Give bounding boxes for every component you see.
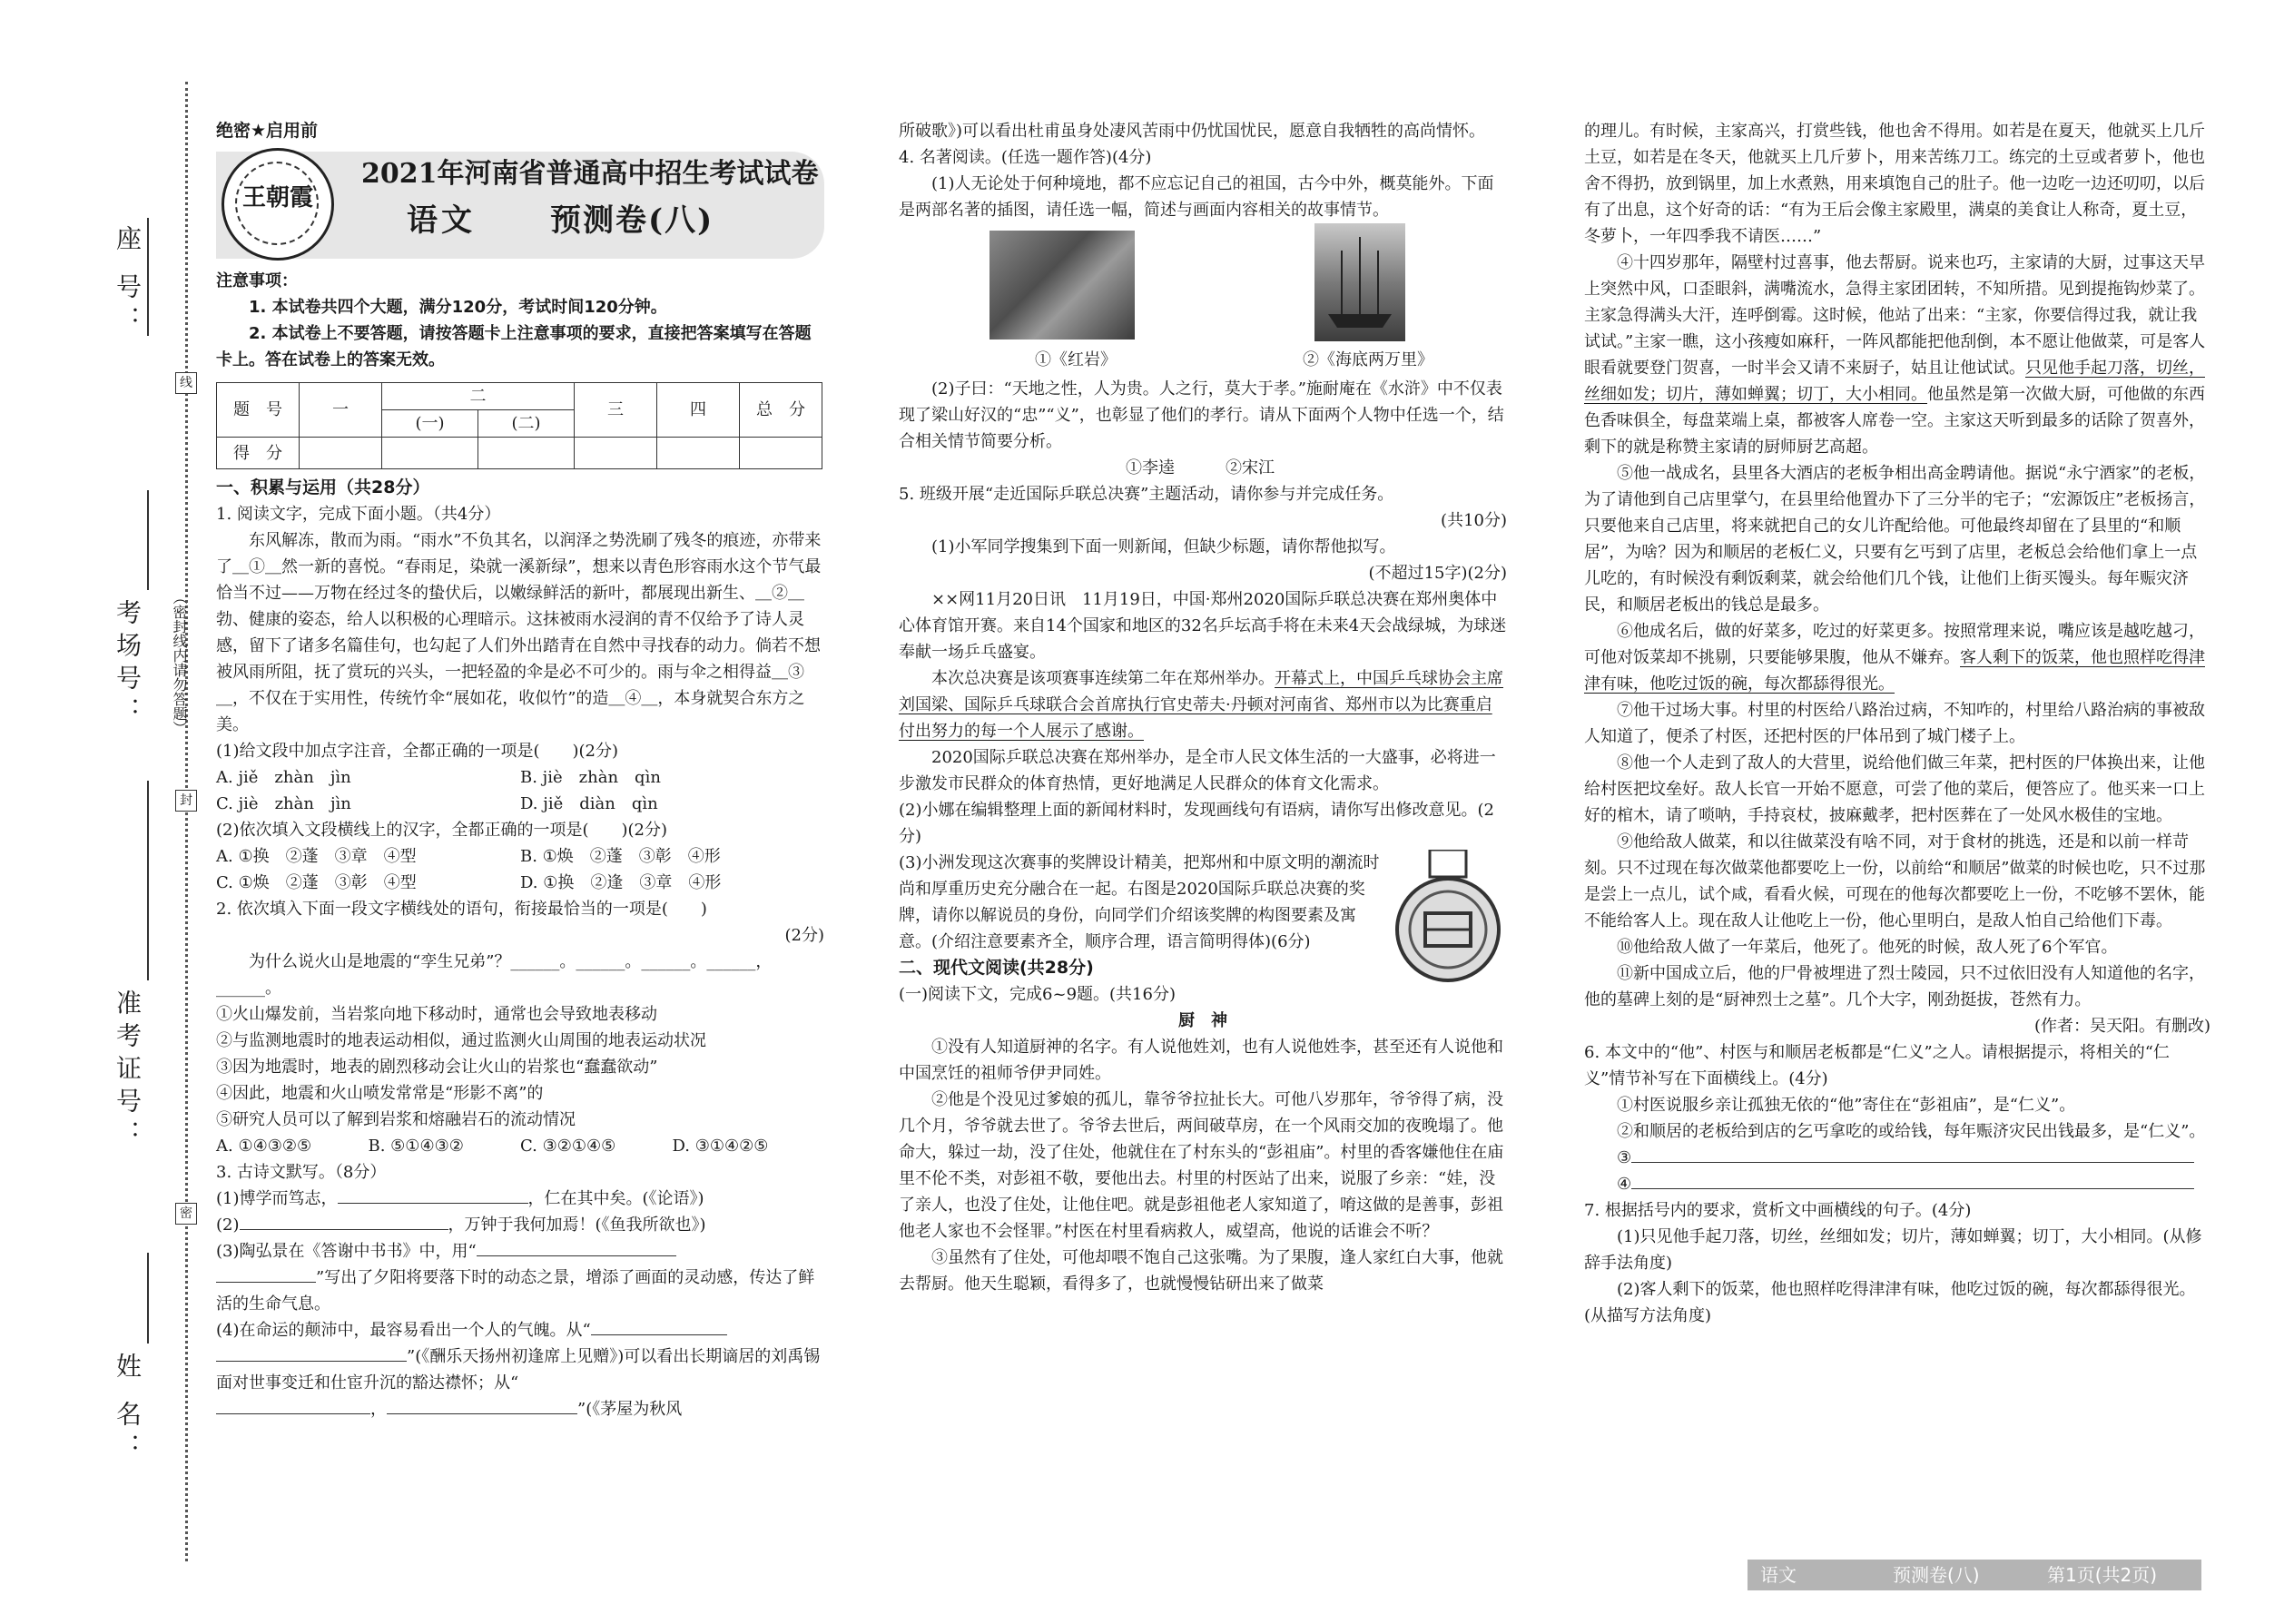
q2-item: ④因此，地震和火山喷发常常是“形影不离”的 [216,1084,544,1103]
page-footer [1748,1560,2201,1590]
q6-3 [1584,1145,2210,1171]
q2-score: (2分) [784,926,824,945]
exam-title: 2021年河南省普通高中招生考试试卷 [361,158,819,190]
answer-blank[interactable] [338,1203,528,1204]
q6-4 [1584,1171,2210,1197]
q1-title: 1. 阅读文字，完成下面小题。（共4分） [216,505,501,524]
score-sub-2: (二) [478,410,575,438]
exam-room-label: 考场号： [113,599,143,730]
q3-3-text: (3)陶弘景在《答谢中书书》中，用“ [216,1242,477,1261]
seat-line [147,218,149,336]
score-sub-1: (一) [382,410,478,438]
q1-passage: 东风解冻，散而为雨。“雨水”不负其名，以润泽之势洗刷了残冬的痕迹，亦带来了＿①＿然一新的喜悦。“春雨足，染就一溪新绿”，想来以青色形容雨水这个节气最恰当不过——万物在经过冬的蛰伏后，以嫩绿鲜活的新叶，都展现出新生、＿②＿勃、健康的姿态，给人以积极的心理暗示。这抹被雨水浸润的青不仅给予了诗人灵感，留下了诸多名篇佳句，也勾起了人们外出踏青在自然中寻找春的动力。倘若不想被风雨所阻，抚了赏玩的兴头，一把轻盈的伞是必不可少的。雨与伞之相得益＿③＿，不仅在于实用性，传统竹伞“展如花，收似竹”的造＿④＿，本身就契合东方之美。 [216,531,822,734]
news-underlined-sentence: 开幕式上，中国乒乓球协会主席刘国梁、国际乒乓球联合会首席执行官史蒂夫·丹顿对河南省、郑州市以为比赛重启付出努力的每一个人展示了感谢。 [899,669,1503,741]
q3-4-text: (4)在命运的颠沛中，最容易看出一个人的气魄。从“ [216,1321,591,1340]
score-header-3: 三 [575,383,657,438]
answer-blank[interactable] [591,1334,727,1335]
score-cell [657,438,740,469]
brand-logo [222,148,334,261]
news-paragraph-2 [899,665,1507,744]
exam-room-line [147,490,149,590]
score-cell [478,438,575,469]
story-paragraph-4 [1584,250,2210,460]
q1-2: (2)依次填入文段横线上的汉字，全都正确的一项是( )(2分) [216,821,668,840]
q2-item: ①火山爆发前，当岩浆向地下移动时，通常也会导致地表移动 [216,1005,657,1024]
ship-icon [1314,223,1405,341]
q3-2-text: ，万钟于我何加焉！(《鱼我所欲也》) [448,1216,706,1235]
q4-2-options [899,455,1507,481]
q3-1-text-b: ，仁在其中矣。(《论语》) [527,1189,704,1208]
option: D. jiě diàn qìn [520,794,658,813]
q6-3-label: ③ [1617,1148,1632,1167]
q4-title: 4. 名著阅读。(任选一题作答)(4分) [899,148,1152,167]
ticket-label: 准考证号： [113,989,143,1153]
secret-mark: 绝密★启用前 [216,121,319,141]
q6-title: 6. 本文中的“他”、村医与和顺居老板都是“仁义”之人。请根据提示，将相关的“仁义”情节补写在下面横线上。(4分) [1584,1043,2170,1088]
q2-lead: 为什么说火山是地震的“孪生兄弟”？______。______。______。______，______。 [216,952,773,998]
option: C. ③②①④⑤ [520,1137,616,1156]
option: D. ①换 ②逢 ③章 ④形 [520,873,722,892]
q2-item: ⑤研究人员可以了解到岩浆和熔融岩石的流动情况 [216,1110,576,1129]
medal-icon [1385,850,1511,986]
q2-title: 2. 依次填入下面一段文字横线处的语句，衔接最恰当的一项是( ) [216,900,707,919]
score-header-1: 一 [300,383,382,438]
score-header-4: 四 [657,383,740,438]
notice-item-1: 1. 本试卷共四个大题，满分120分，考试时间120分钟。 [249,298,667,317]
score-header-label: 题 号 [217,383,300,438]
q4-1: (1)人无论处于何种境地，都不应忘记自己的祖国，古今中外，概莫能外。下面是两部名著的插图，请任选一幅，简述与画面内容相关的故事情节。 [899,174,1494,220]
answer-blank[interactable] [477,1255,676,1256]
story-paragraph-3: ③虽然有了住处，可他却喂不饱自己这张嘴。为了果腹，逢人家红白大事，他就去帮厨。他天生聪颖，看得多了，也就慢慢钻研出来了做菜 [899,1248,1503,1294]
q6-4-label: ④ [1617,1175,1632,1194]
answer-blank[interactable] [240,1229,448,1230]
q7-2: (2)客人剩下的饭菜，他也照样吃得津津有味，他吃过饭的碗，每次都舔得很光。(从描写方法角度) [1584,1280,2196,1325]
q1-2-options-2 [216,870,824,896]
seal-mark-mi: 密 [175,1203,197,1225]
logo-text: 王朝霞 [241,184,313,212]
q1-1-options [216,764,824,791]
reading-1-title: (一)阅读下文，完成6~9题。(共16分) [899,985,1176,1004]
footer-subject: 语文 [1760,1564,1797,1586]
seal-mark-feng: 封 [175,790,197,812]
score-cell [740,438,822,469]
seal-note: （密封线内请勿答题） [171,590,188,735]
q6-1: ①村医说服乡亲让孤独无依的“他”寄住在“彭祖庙”，是“仁义”。 [1617,1096,2076,1115]
q3-3-text-b: ”写出了夕阳将要落下时的动态之景，增添了画面的灵动感，传达了鲜活的生命气息。 [216,1268,815,1314]
q7-1: (1)只见他手起刀落，切丝，丝细如发；切片，薄如蝉翼；切丁，大小相同。(从修辞手法角度) [1584,1227,2202,1273]
q6-2: ②和顺居的老板给到店的乞丐拿吃的或给钱，每年赈济灾民出钱最多，是“仁义”。 [1617,1122,2206,1141]
q3-1-text: (1)博学而笃志， [216,1189,338,1208]
story-paragraph-8: ⑧他一个人走到了敌人的大营里，说给他们做三年菜，把村医的尸体换出来，让他给村医把坟垒好。敌人长官一开始不愿意，可尝了他的菜后，便答应了。他买来一口上好的棺木，请了唢呐，手持哀杖，披麻戴孝，把村医葬在了一处风水极佳的宝地。 [1584,753,2205,825]
q3-title: 3. 古诗文默写。（8分） [216,1163,387,1182]
q3-4b [216,1343,824,1396]
footer-page: 第1页(共2页) [2047,1564,2158,1586]
q3-2: (2) ，万钟于我何加焉！(《鱼我所欲也》) [216,1216,706,1235]
q5-1-requirement: (不超过15字)(2分) [1368,564,1507,583]
option: A. ①④③②⑤ [216,1137,312,1156]
seal-dotted-line [185,82,188,1561]
q1-1-options-2 [216,791,824,817]
section-1-title: 一、积累与运用（共28分） [216,477,430,497]
s6-underlined: 客人剩下的饭菜，他也照样吃得津津有味，他吃过饭的碗，每次都舔得很光。 [1584,648,2205,694]
option: D. ③①④②⑤ [672,1137,769,1156]
q3-4 [216,1317,824,1343]
news-paragraph-1: ××网11月20日讯 11月19日，中国·郑州2020国际乒联总决赛在郑州奥体中心体育馆开赛。来自14个国家和地区的32名乒坛高手将在未来4天会战绿城，为球迷奉献一场乒乓盛宴。 [899,590,1507,662]
ticket-line [147,781,149,980]
footer-volume: 预测卷(八) [1893,1564,1980,1586]
q5-score: (共10分) [1441,511,1507,530]
story-paragraph-11: ⑪新中国成立后，他的尸骨被埋进了烈士陵园，只不过依旧没有人知道他的名字，他的墓碑上刻的是“厨神烈士之墓”。几个大字，刚劲挺拔，苍然有力。 [1584,964,2205,1009]
notice-title: 注意事项： [216,271,298,290]
title-banner [216,152,824,259]
q3-3b [216,1265,824,1317]
illustration-caption-1: ①《红岩》 [1035,350,1117,369]
answer-blank[interactable] [216,1361,407,1362]
option: ①李逵 [1126,458,1175,477]
q2-options [216,1133,824,1159]
q3-1 [216,1186,824,1212]
story-title: 厨 神 [1178,1011,1227,1030]
q5-1: (1)小军同学搜集到下面一则新闻，但缺少标题，请你帮他拟写。 [931,537,1396,556]
q1-2-options [216,843,824,870]
volume-title: 预测卷(八) [550,202,714,239]
score-header-2: 二 [382,383,575,410]
q3-4c: ， ”(《茅屋为秋风 [216,1396,824,1422]
q5-2: (2)小娜在编辑整理上面的新闻材料时，发现画线句有语病，请你写出修改意见。(2分) [899,801,1494,846]
score-cell [300,438,382,469]
option: B. ⑤①④③② [368,1137,464,1156]
option: C. jiè zhàn jìn [216,794,351,813]
q5-3: (3)小洲发现这次赛事的奖牌设计精美，把郑州和中原文明的潮流时尚和厚重历史充分融合在一起。右图是2020国际乒联总决赛的奖牌，请你以解说员的身份，向同学们介绍该奖牌的构图要素及寓意。(介绍注意要素齐全，顺序合理，语言简明得体)(6分) [899,853,1380,951]
answer-blank[interactable] [1631,1162,2194,1163]
answer-blank[interactable] [216,1282,316,1283]
s4-underlined: 只见他手起刀落，切丝，丝细如发；切片，薄如蝉翼；切丁，大小相同。 [1584,359,2205,404]
story-paragraph-5: ⑤他一战成名，县里各大酒店的老板争相出高金聘请他。据说“永宁酒家”的老板，为了请他到自己店里掌勺，在县里给他置办下了三分半的宅子；“宏源饭庄”老板扬言，只要他来自己店里，将来就把自己的女儿许配给他。可他最终却留在了县里的“和顺居”，为啥？因为和顺居的老板仁义，只要有乞丐到了店里，老板总会给他们拿上一点儿吃的，有时候没有剩饭剩菜，就会给他们几个钱，让他们上街买馒头。每年赈灾济民，和顺居老板出的钱总是最多。 [1584,464,2206,615]
q7-title: 7. 根据括号内的要求，赏析文中画横线的句子。(4分) [1584,1201,1972,1220]
score-header-total: 总 分 [740,383,822,438]
story-paragraph-10: ⑩他给敌人做了一年菜后，他死了。他死的时候，敌人死了6个军官。 [1617,938,2118,957]
option: A. ①换 ②蓬 ③章 ④型 [216,847,417,866]
score-cell [575,438,657,469]
story-paragraph-2: ②他是个没见过爹娘的孤儿，靠爷爷拉扯长大。可他八岁那年，爷爷得了病，没几个月，爷爷就去世了。爷爷去世后，两间破草房，在一个风雨交加的夜晚塌了。他命大，躲过一劫，没了住处，他就住在了村东头的“彭祖庙”。村里的香客嫌他住在庙里不伦不类，对彭祖不敬，要他出去。村里的村医站了出来，说服了乡亲：“娃，没了亲人，也没了住处，让他住吧。就是彭祖他老人家知道了，唷这做的是善事，彭祖他老人家也不会怪罪。”村医在村里看病救人，威望高，他说的话谁会不听？ [899,1090,1504,1241]
q4-2: (2)子曰：“天地之性，人为贵。人之行，莫大于孝。”施耐庵在《水浒》中不仅表现了梁山好汉的“忠”“义”，也彰显了他们的孝行。请从下面两个人物中任选一个，结合相关情节简要分析。 [899,379,1504,451]
story-paragraph-9: ⑨他给敌人做菜，和以往做菜没有啥不同，对于食材的挑选，还是和以前一样苛刻。只不过现在每次做菜他都要吃上一份，以前给“和顺居”做菜的时候也吃，只不过那是尝上一点儿，试个咸，看看火候，可现在的他每次都要吃上一份，不吃够不罢休，能不能给客人上。现在敌人让他吃上一份，他心里明白，是敌人怕自己给他们下毒。 [1584,832,2206,930]
story-paragraph-3-cont: 的理儿。有时候，主家高兴，打赏些钱，他也舍不得用。如若是在夏天，他就买上几斤土豆，如若是在冬天，他就买上几斤萝卜，用来苦练刀工。练完的土豆或者萝卜，他也舍不得扔，放到锅里，加上水煮熟，用来填饱自己的肚子。他一边吃一边还叨叨，以后有了出息，这个好奇的话：“有为王后会像主家殿里，满桌的美食让人称奇，夏土豆，冬萝卜，一年四季我不请医……” [1584,122,2205,246]
news-p2-text: 本次总决赛是该项赛事连续第二年在郑州举办。 [931,669,1275,688]
q5-3-block [899,850,1507,955]
news-paragraph-3: 2020国际乒联总决赛在郑州举办，是全市人民文体生活的一大盛事，必将进一步激发市民群众的体育热情，更好地满足人民群众的体育文化需求。 [899,748,1496,793]
story-paragraph-6 [1584,618,2210,697]
s6-text: ⑥他成名后，做的好菜多，吃过的好菜更多。按照常理来说，嘴应该是越吃越刁，可他对饭菜却不挑剔，只要能够果腹，他从不嫌弃。 [1584,622,2205,667]
name-label: 姓 名： [113,1353,143,1466]
answer-blank[interactable] [387,1413,577,1414]
column-2 [899,118,1507,1297]
option: B. ①焕 ②蓬 ③彰 ④形 [520,847,721,866]
seat-label: 座 号： [113,225,143,339]
seal-mark-line: 线 [175,372,197,394]
story-source: (作者：吴天阳。有删改) [2033,1017,2210,1036]
q3-4-text-b: ”(《酬乐天扬州初逢席上见赠》)可以看出长期谪居的刘禹锡面对世事变迁和仕宦升沉的豁达襟怀；从“ [216,1347,821,1393]
q2-item: ②与监测地震时的地表运动相似，通过监测火山周围的地表运动状况 [216,1031,706,1050]
ship-illustration [1314,223,1405,341]
score-table [216,382,822,469]
hongyan-illustration [989,231,1135,340]
story-paragraph-7: ⑦他干过场大事。村里的村医给八路治过病，不知咋的，村里给八路治病的事被敌人知道了，便杀了村医，还把村医的尸体吊到了城门楼子上。 [1584,701,2205,746]
story-paragraph-1: ①没有人知道厨神的名字。有人说他姓刘，也有人说他姓李，甚至还有人说他和中国烹饪的祖师爷伊尹同姓。 [899,1038,1503,1083]
column-3 [1584,118,2210,1329]
q3-continued: 所破歌》)可以看出杜甫虽身处凄风苦雨中仍忧国忧民，愿意自我牺牲的高尚情怀。 [899,122,1486,141]
subject-title: 语文 [407,202,476,239]
s4-text: ④十四岁那年，隔壁村过喜事，他去帮厨。说来也巧，主家请的大厨，过事这天早上突然中风，口歪眼斜，满嘴流水，急得主家团团转，不知所措。见到提拖钩炒菜了。主家急得满头大汗，连呼倒霉。这时候，他站了出来：“主家，你要信得过我，就让我试试。”主家一瞧，这小孩瘦如麻秆，一阵风都能把他刮倒，本不愿让他做菜，可是客人眼看就要登门贺喜，一时半会又请不来厨子，姑且让他试试。 [1584,253,2206,378]
q4-illustrations [899,223,1507,376]
illustration-caption-2: ②《海底两万里》 [1303,350,1433,369]
option: ②宋江 [1226,458,1275,477]
option: C. ①焕 ②蓬 ③彰 ④型 [216,873,417,892]
option: A. jiě zhàn jìn [216,768,351,787]
score-row-label: 得 分 [217,438,300,469]
score-cell [382,438,478,469]
answer-blank[interactable] [1631,1188,2194,1189]
q3-4-text-c: ”(《茅屋为秋风 [577,1400,683,1419]
name-line [147,1253,149,1343]
option: B. jiè zhàn qìn [520,768,661,787]
q5-title: 5. 班级开展“走近国际乒联总决赛”主题活动，请你参与并完成任务。 [899,485,1394,504]
q3-3 [216,1238,824,1265]
q2-item: ③因为地震时，地表的剧烈移动会让火山的岩浆也“蠢蠢欲动” [216,1058,658,1077]
answer-blank[interactable] [216,1413,370,1414]
q1-1: (1)给文段中加点字注音，全都正确的一项是( )(2分) [216,742,619,761]
s4-text-c: 他虽然是第一次做大厨，可他做的东西色香味俱全，每盘菜端上桌，都被客人席卷一空。主家这天听到最多的话除了贺喜外，剩下的就是称赞主家请的厨师厨艺高超。 [1584,385,2205,457]
column-1 [216,118,824,1422]
notice-item-2: 2. 本试卷上不要答题，请按答题卡上注意事项的要求，直接把答案填写在答题卡上。答在试卷上的答案无效。 [216,324,812,369]
section-2-title: 二、现代文阅读(共28分) [899,958,1094,978]
